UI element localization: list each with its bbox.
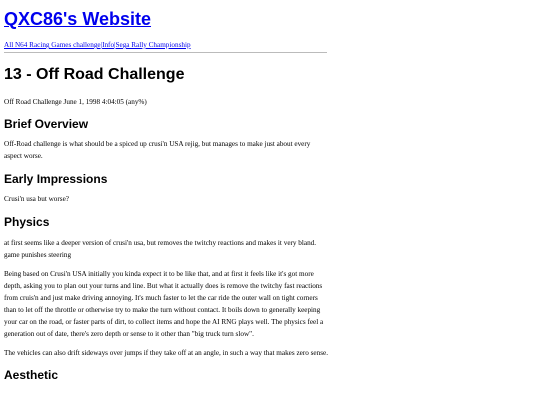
- section-heading-early-impressions: Early Impressions: [4, 172, 108, 186]
- paragraph-early-impressions: Crusi'n usa but worse?: [4, 195, 69, 203]
- section-heading-physics: Physics: [4, 215, 50, 229]
- section-heading-brief-overview: Brief Overview: [4, 117, 89, 131]
- paragraph-physics-3: The vehicles can also drift sideways over jumps if they take off at an angle, in such a way that makes zero sense.: [4, 349, 328, 357]
- breadcrumb-link-info[interactable]: Info: [102, 41, 115, 49]
- site-title: [4, 8, 329, 30]
- paragraph-physics-1: at first seems like a deeper version of crusi'n usa, but removes the twitchy reactions and makes it very bland. game punishes steering: [4, 239, 317, 259]
- site-title-link[interactable]: QXC86's Website: [4, 9, 152, 29]
- main-content: [4, 0, 329, 383]
- breadcrumb: [4, 41, 329, 50]
- header-divider: [4, 52, 327, 53]
- breadcrumb-link-sega-rally[interactable]: Sega Rally Championship: [115, 41, 191, 49]
- article-meta: Off Road Challenge June 1, 1998 4:04:05 (any%): [4, 98, 147, 106]
- paragraph-physics-2: Being based on Crusi'n USA initially you kinda expect it to be like that, and at first it feels like it's got more depth, asking you to plan out your turns and line. But what it actually does is remove the twitchy fast reactions from cruis'n and just make driving annoying. It's much faster to let the car ride the outer wall on tight corners than to let off the throttle or otherwise try to make the turn without contact. It boils down to generally keeping your car on the road, or faster parts of dirt, to collect items and hope the AI RNG plays well. The physics feel a generation out of date, there's zero depth or sense to it other than "big truck turn slow".: [4, 270, 324, 338]
- paragraph-brief-overview: Off-Road challenge is what should be a spiced up crusi'n USA rejig, but manages to make just about every aspect worse.: [4, 140, 311, 160]
- breadcrumb-link-challenge[interactable]: All N64 Racing Games challenge: [4, 41, 101, 49]
- section-heading-aesthetic: Aesthetic: [4, 368, 59, 382]
- page-title: 13 - Off Road Challenge: [4, 66, 185, 83]
- breadcrumb-separator: |: [114, 41, 116, 49]
- breadcrumb-separator: |: [100, 41, 103, 49]
